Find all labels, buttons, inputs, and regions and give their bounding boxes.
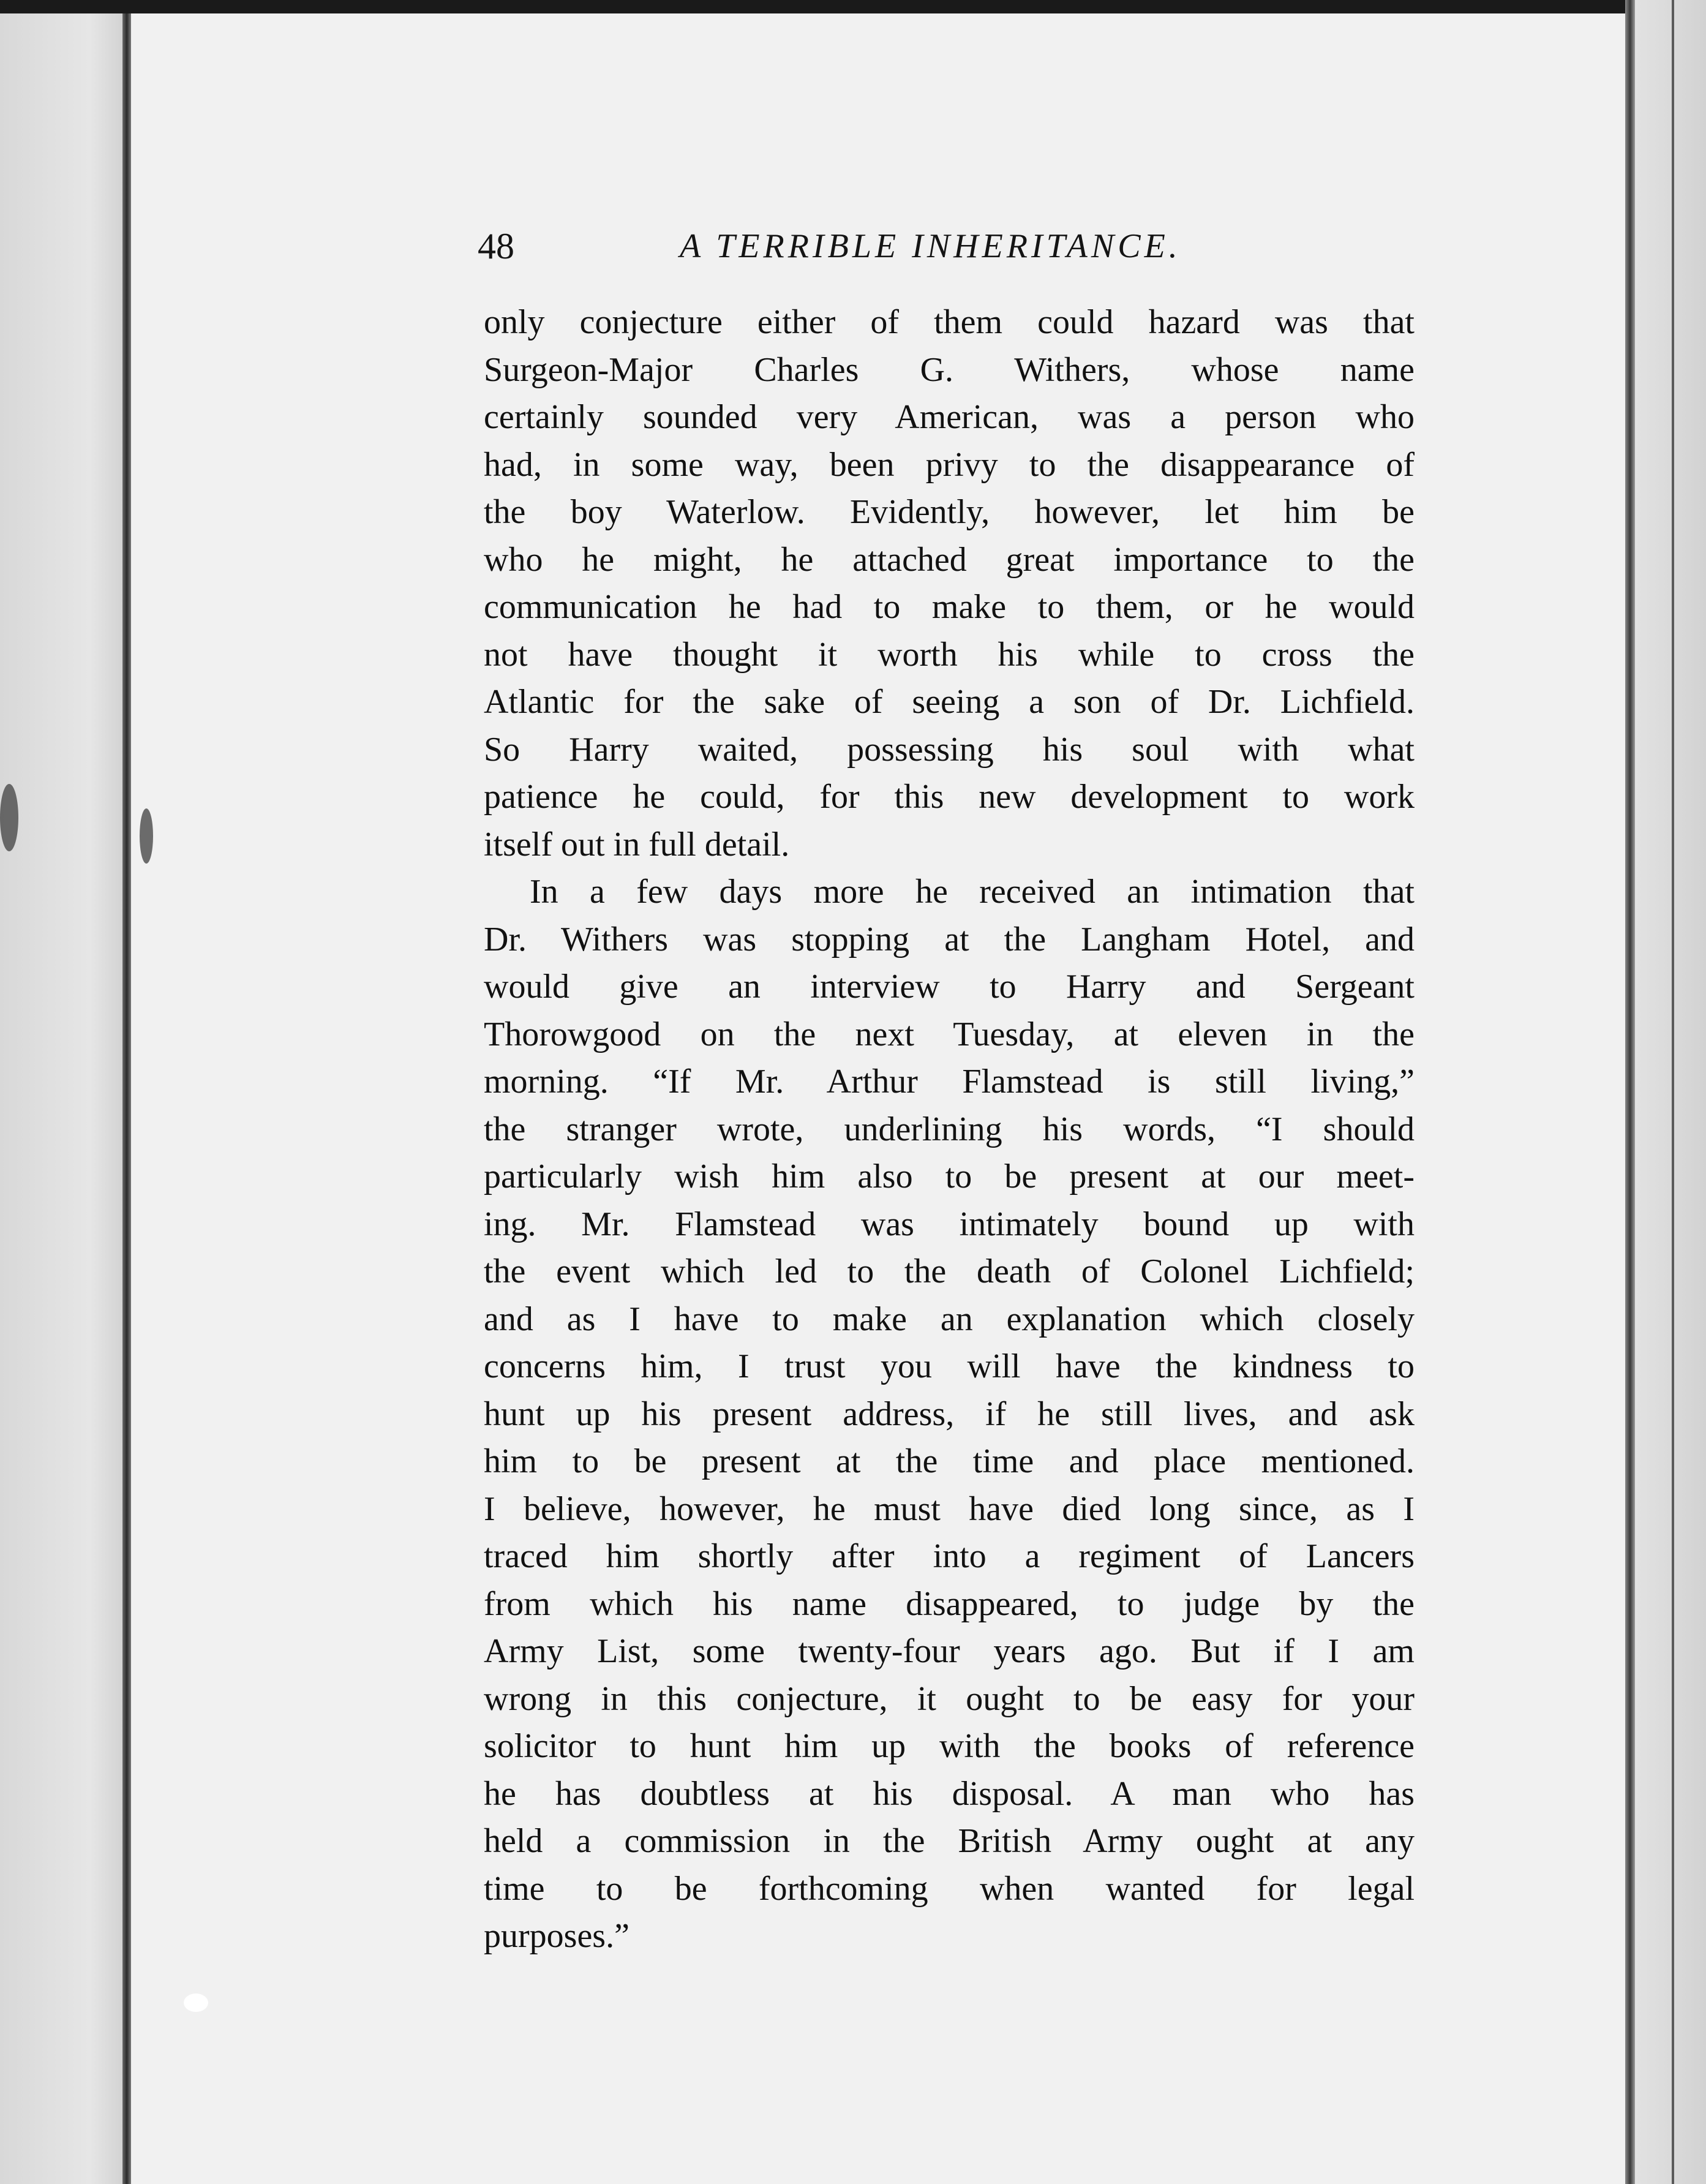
body-text xyxy=(484,299,1415,1960)
text-line: held a commission in the British Army ought at any xyxy=(484,1822,1415,1860)
text-line: and as I have to make an explanation which closely xyxy=(484,1300,1415,1338)
scan-left-margin xyxy=(0,0,129,2184)
text-line: he has doubtless at his disposal. A man who has xyxy=(484,1774,1415,1813)
text-line: would give an interview to Harry and Sergeant xyxy=(484,968,1415,1006)
page-number: 48 xyxy=(478,226,514,266)
page-header-title: A TERRIBLE INHERITANCE. xyxy=(680,227,1181,265)
text-line: Army List, some twenty-four years ago. But if I am xyxy=(484,1632,1415,1670)
text-line: In a few days more he received an intimation that xyxy=(530,873,1415,911)
scan-top-edge xyxy=(0,0,1706,13)
text-line: Thorowgood on the next Tuesday, at eleven in the xyxy=(484,1015,1415,1053)
text-line: So Harry waited, possessing his soul with what xyxy=(484,730,1415,769)
text-line: certainly sounded very American, was a person who xyxy=(484,398,1415,436)
text-line: had, in some way, been privy to the disappearance of xyxy=(484,445,1415,484)
text-line: traced him shortly after into a regiment of Lancers xyxy=(484,1537,1415,1575)
text-line: I believe, however, he must have died long since, as I xyxy=(484,1489,1415,1528)
running-head xyxy=(478,222,1212,271)
scan-smudge xyxy=(140,808,153,864)
text-line: Atlantic for the sake of seeing a son of Dr. Lichfield. xyxy=(484,683,1415,721)
text-line: itself out in full detail. xyxy=(484,825,790,864)
text-line: purposes.” xyxy=(484,1917,629,1955)
text-line: wrong in this conjecture, it ought to be easy for your xyxy=(484,1679,1415,1718)
text-line: solicitor to hunt him up with the books of reference xyxy=(484,1727,1415,1765)
text-line: ing. Mr. Flamstead was intimately bound up with xyxy=(484,1205,1415,1243)
text-line: the stranger wrote, underlining his words, “I should xyxy=(484,1110,1415,1148)
text-line: hunt up his present address, if he still lives, and ask xyxy=(484,1395,1415,1433)
scan-right-edge xyxy=(1625,0,1635,2184)
text-line: from which his name disappeared, to judge by the xyxy=(484,1584,1415,1623)
text-line: particularly wish him also to be present at our meet- xyxy=(484,1158,1415,1196)
scan-smudge xyxy=(0,784,18,851)
scan-right-margin-line xyxy=(1672,0,1674,2184)
text-line: patience he could, for this new development to work xyxy=(484,778,1415,816)
text-line: only conjecture either of them could hazard was that xyxy=(484,303,1415,341)
text-line: him to be present at the time and place mentioned. xyxy=(484,1442,1415,1480)
scan-smudge xyxy=(184,1994,208,2012)
text-line: the event which led to the death of Colonel Lichfield; xyxy=(484,1252,1415,1290)
text-line: morning. “If Mr. Arthur Flamstead is still living,” xyxy=(484,1063,1415,1101)
text-line: communication he had to make to them, or he would xyxy=(484,588,1415,626)
text-line: Surgeon-Major Charles G. Withers, whose name xyxy=(484,350,1415,389)
text-line: Dr. Withers was stopping at the Langham Hotel, and xyxy=(484,920,1415,958)
text-line: the boy Waterlow. Evidently, however, let him be xyxy=(484,493,1415,531)
text-line: concerns him, I trust you will have the kindness to xyxy=(484,1347,1415,1385)
text-line: not have thought it worth his while to cross the xyxy=(484,635,1415,674)
scan-right-margin xyxy=(1635,0,1706,2184)
scan-gutter-shadow xyxy=(122,0,131,2184)
text-line: time to be forthcoming when wanted for legal xyxy=(484,1869,1415,1908)
text-line: who he might, he attached great importance to the xyxy=(484,540,1415,579)
